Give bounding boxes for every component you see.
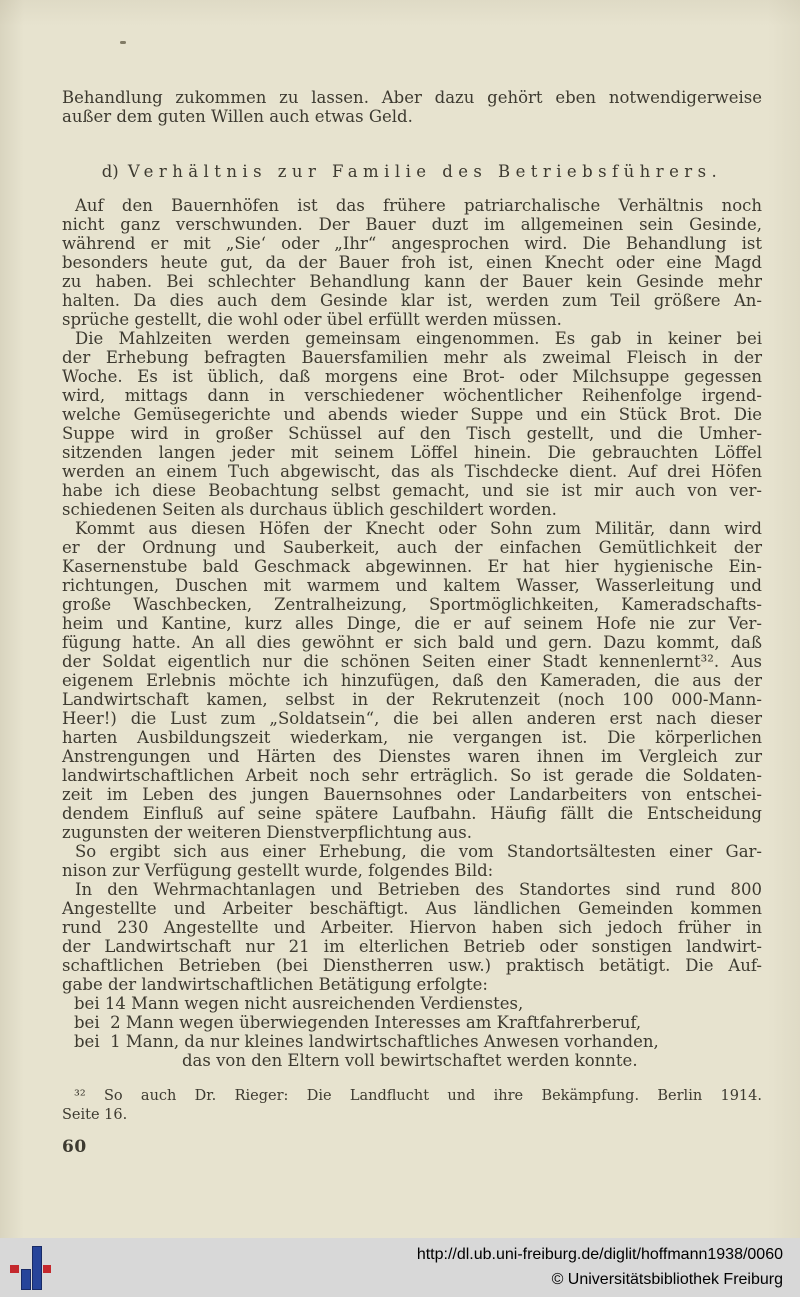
list-item: bei 2 Mann wegen überwiegenden Interesses am Kraftfahrerberuf, [74, 1013, 642, 1032]
heading-text: Verhältnis zur Familie des Betriebsführers. [127, 162, 723, 181]
text-line: sprüche gestellt, die wohl oder übel erfüllt werden müssen. [62, 310, 562, 329]
text-line: während er mit „Sie‘ oder „Ihr“ angesprochen wird. Die Behandlung ist [62, 234, 762, 253]
text-line: werden an einem Tuch abgewischt, das als Tischdecke dient. Auf drei Höfen [62, 462, 762, 481]
text-line: nicht ganz verschwunden. Der Bauer duzt im allgemeinen sein Gesinde, [62, 215, 762, 234]
text-line: schiedenen Seiten als durchaus üblich geschildert worden. [62, 500, 557, 519]
footnote-line: ³² So auch Dr. Rieger: Die Landflucht und ihre Bekämpfung. Berlin 1914. [74, 1088, 762, 1104]
source-url: http://dl.ub.uni-freiburg.de/diglit/hoffmann1938/0060 [416, 1246, 783, 1263]
text-line: zu haben. Bei schlechter Behandlung kann der Bauer kein Gesinde mehr [62, 272, 762, 291]
text-line: richtungen, Duschen mit warmem und kaltem Wasser, Wasserleitung und [62, 576, 762, 595]
text-line: rund 230 Angestellte und Arbeiter. Hiervon haben sich jedoch früher in [62, 918, 762, 937]
text-line: gabe der landwirtschaftlichen Betätigung erfolgte: [62, 975, 488, 994]
text-line: halten. Da dies auch dem Gesinde klar ist, werden zum Teil größere An- [62, 291, 762, 310]
list-item: bei 1 Mann, da nur kleines landwirtschaftliches Anwesen vorhanden, [74, 1032, 659, 1051]
text-line: habe ich diese Beobachtung selbst gemacht, und sie ist mir auch von ver- [62, 481, 762, 500]
text-block [62, 88, 762, 1157]
text-line: wird, mittags dann in verschiedener wöchentlicher Reihenfolge irgend- [62, 386, 762, 405]
reasons-list [62, 994, 762, 1070]
text-line: große Waschbecken, Zentralheizung, Sportmöglichkeiten, Kameradschafts- [62, 595, 762, 614]
paragraph [62, 519, 762, 842]
section-heading [62, 162, 762, 181]
text-line: Heer!) die Lust zum „Soldatsein“, die bei allen anderen erst nach dieser [62, 709, 762, 728]
text-line: Landwirtschaft kamen, selbst in der Rekrutenzeit (noch 100 000-Mann- [62, 690, 762, 709]
text-line: nison zur Verfügung gestellt wurde, folgendes Bild: [62, 861, 494, 880]
text-line: Woche. Es ist üblich, daß morgens eine Brot- oder Milchsuppe gegessen [62, 367, 762, 386]
paragraph [62, 196, 762, 329]
footer-text [417, 1245, 783, 1290]
copyright-notice: © Universitätsbibliothek Freiburg [551, 1271, 783, 1288]
footnote-line: Seite 16. [62, 1106, 128, 1123]
text-line: der Landwirtschaft nur 21 im elterlichen Betrieb oder sonstigen landwirt- [62, 937, 762, 956]
text-line: der Erhebung befragten Bauersfamilien mehr als zweimal Fleisch in der [62, 348, 762, 367]
text-line: zeit im Leben des jungen Bauernsohnes oder Landarbeiters von entschei- [62, 785, 762, 804]
paragraph [62, 1087, 762, 1124]
text-line: Kasernenstube bald Geschmack abgewinnen. Er hat hier hygienische Ein- [62, 557, 762, 576]
scan-artifact-speck [120, 41, 126, 44]
text-line: welche Gemüsegerichte und abends wieder Suppe und ein Stück Brot. Die [62, 405, 762, 424]
text-line: Kommt aus diesen Höfen der Knecht oder Sohn zum Militär, dann wird [75, 519, 762, 538]
paragraph [62, 88, 762, 126]
paragraph [62, 880, 762, 994]
text-line: er der Ordnung und Sauberkeit, auch der einfachen Gemütlichkeit der [62, 538, 762, 557]
text-line: besonders heute gut, da der Bauer froh ist, einen Knecht oder eine Magd [62, 253, 762, 272]
paragraph [62, 329, 762, 519]
text-line: dendem Einfluß auf seine spätere Laufbahn. Häufig fällt die Entscheidung [62, 804, 762, 823]
footnote [62, 1087, 762, 1124]
logo-bar-tall [32, 1246, 42, 1290]
ub-freiburg-logo [10, 1246, 62, 1292]
heading-prefix: d) [101, 162, 119, 181]
text-line: Behandlung zukommen zu lassen. Aber dazu gehört eben notwendigerweise [62, 88, 762, 107]
text-line: Auf den Bauernhöfen ist das frühere patriarchalische Verhältnis noch [75, 196, 762, 215]
text-line: So ergibt sich aus einer Erhebung, die vom Standortsältesten einer Gar- [75, 842, 762, 861]
text-line: eigenem Erlebnis möchte ich hinzufügen, daß den Kameraden, die aus der [62, 671, 762, 690]
text-line: In den Wehrmachtanlagen und Betrieben des Standortes sind rund 800 [75, 880, 762, 899]
text-line: Anstrengungen und Härten des Dienstes waren ihnen im Vergleich zur [62, 747, 762, 766]
logo-square-left [10, 1265, 19, 1273]
page-number: 60 [62, 1137, 87, 1157]
text-line: Angestellte und Arbeiter beschäftigt. Aus ländlichen Gemeinden kommen [62, 899, 762, 918]
body-paragraphs [62, 196, 762, 994]
footer-bar [0, 1238, 800, 1297]
paragraph [62, 842, 762, 880]
text-line: außer dem guten Willen auch etwas Geld. [62, 107, 413, 126]
text-line: Die Mahlzeiten werden gemeinsam eingenommen. Es gab in keiner bei [75, 329, 762, 348]
logo-square-right [43, 1265, 51, 1273]
text-line: sitzenden langen jeder mit seinem Löffel hinein. Die gebrauchten Löffel [62, 443, 762, 462]
text-line: schaftlichen Betrieben (bei Dienstherren usw.) praktisch betätigt. Die Auf- [62, 956, 762, 975]
text-line: heim und Kantine, kurz alles Dinge, die er auf seinem Hofe nie zur Ver- [62, 614, 762, 633]
text-line: landwirtschaftlichen Arbeit noch sehr erträglich. So ist gerade die Soldaten- [62, 766, 762, 785]
intro-paragraph [62, 88, 762, 126]
text-line: harten Ausbildungszeit wiederkam, nie vergangen ist. Die körperlichen [62, 728, 762, 747]
text-line: der Soldat eigentlich nur die schönen Seiten einer Stadt kennenlernt³². Aus [62, 652, 762, 671]
list-item-continuation: das von den Eltern voll bewirtschaftet werden konnte. [182, 1051, 638, 1070]
list-item: bei 14 Mann wegen nicht ausreichenden Verdienstes, [74, 994, 524, 1013]
text-line: Suppe wird in großer Schüssel auf den Tisch gestellt, und die Umher- [62, 424, 762, 443]
text-line: zugunsten der weiteren Dienstverpflichtung aus. [62, 823, 472, 842]
logo-bar-short [21, 1269, 31, 1290]
text-line: fügung hatte. An all dies gewöhnt er sich bald und gern. Dazu kommt, daß [62, 633, 762, 652]
